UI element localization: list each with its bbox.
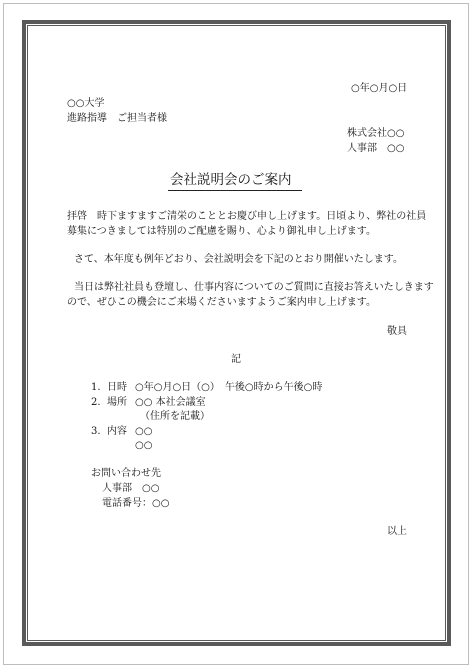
item-1-label: 日時 xyxy=(107,382,127,393)
body-paragraph-1-line-1: 拝啓 時下ますますご清栄のこととお慶び申し上げます。日頃より、弊社の社員 xyxy=(67,211,427,222)
contact-phone: 電話番号：○○ xyxy=(102,498,170,509)
item-2-label: 場所 xyxy=(107,397,127,408)
item-2-value-line-2: （住所を記載） xyxy=(140,411,210,422)
contact-department: 人事部 ○○ xyxy=(102,483,160,494)
item-3-number: 3. xyxy=(91,426,101,437)
item-1-value: ○年○月○日（○） 午後○時から午後○時 xyxy=(135,382,323,393)
sender-company: 株式会社○○ xyxy=(347,128,405,139)
recipient-organization: ○○大学 xyxy=(67,98,105,109)
title-underline xyxy=(168,190,302,191)
contact-heading: お問い合わせ先 xyxy=(91,468,161,479)
letter-date: ○年○月○日 xyxy=(351,83,408,94)
document-title: 会社説明会のご案内 xyxy=(170,172,292,188)
body-paragraph-3-line-2: ので、ぜひこの機会にご来場くださいますようご案内申し上げます。 xyxy=(67,297,376,308)
body-paragraph-3-line-1: 当日は弊社社員も登壇し、仕事内容についてのご質問に直接お答えいたしきます xyxy=(74,282,434,293)
item-3-label: 内容 xyxy=(107,426,127,437)
closing-keigu: 敬具 xyxy=(387,326,407,337)
item-3-value-line-1: ○○ xyxy=(135,426,153,437)
item-2-number: 2. xyxy=(91,397,101,408)
recipient-department: 進路指導 ご担当者様 xyxy=(67,113,167,124)
item-3-value-line-2: ○○ xyxy=(135,440,153,451)
item-2-value-line-1: ○○ 本社会議室 xyxy=(135,397,206,408)
closing-ijou: 以上 xyxy=(387,526,407,537)
body-paragraph-2: さて、本年度も例年どおり、会社説明会を下記のとおり開催いたします。 xyxy=(74,254,403,265)
sender-person: 人事部 ○○ xyxy=(347,143,405,154)
ki-heading: 記 xyxy=(231,354,241,365)
body-paragraph-1-line-2: 募集につきましては特別のご配慮を賜り、心より御礼申し上げます。 xyxy=(67,226,376,237)
item-1-number: 1. xyxy=(91,382,101,393)
